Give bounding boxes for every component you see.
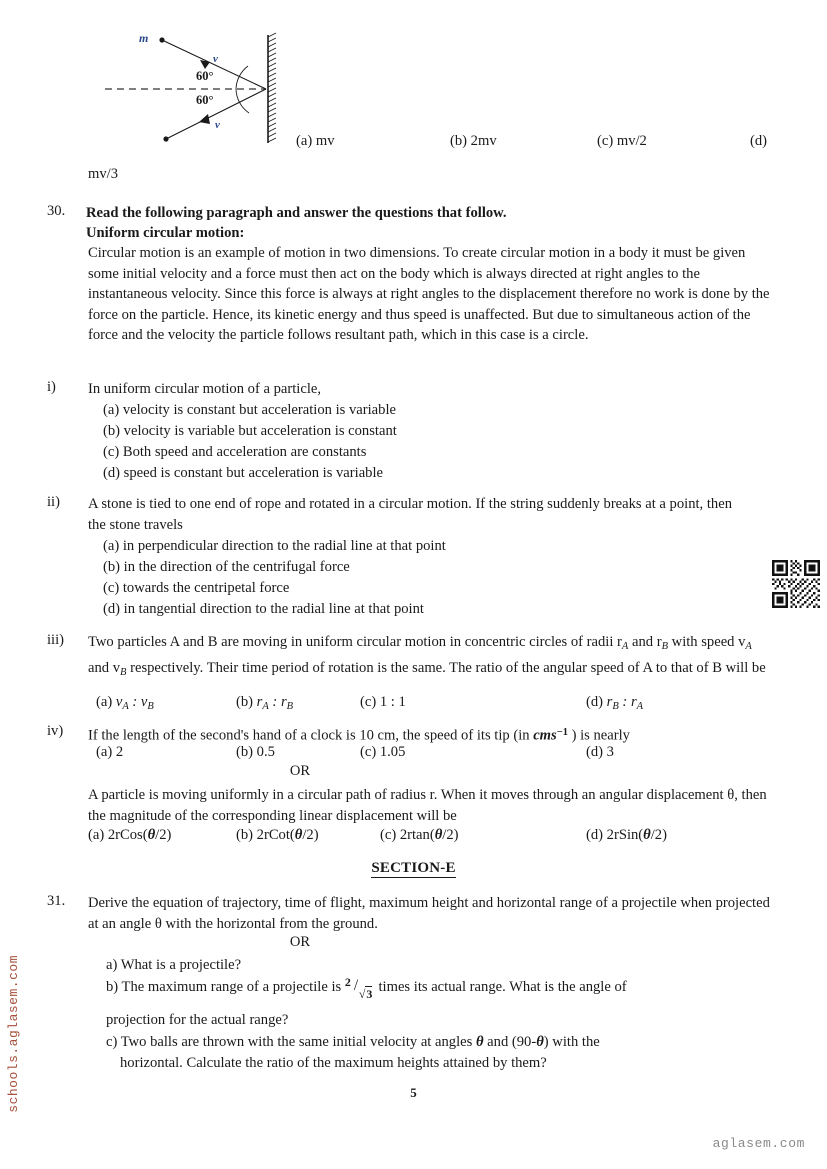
collision-diagram [100,25,300,150]
diagram-angle-top: 60° [196,69,214,83]
q30-part-iv-unit-sup: −1 [556,727,568,738]
opt-b-expr: r [256,694,263,710]
q30-alt-option-d [586,827,667,844]
section-e-heading [0,860,827,877]
q30-part-iii-stem-1: Two particles A and B are moving in uniform circular motion in concentric circles of radii r [88,634,622,650]
opt-b-sub2: B [286,700,294,712]
qr-code [772,560,820,608]
q30-part-iv-option-c: (c) 1.05 [360,744,406,760]
q31-part-b-pre: b) The maximum range of a projectile is [106,979,345,995]
q29-option-d: (d) [750,133,768,149]
q30-paragraph: Circular motion is an example of motion in two dimensions. To create circular motion in a body it must be given some initial velocity and a force must then act on the body which is always directed at right angles to the instantaneous velocity. Since this force is always at right angles to the displacement therefore no work is done by the force on the particle. Hence, its kinetic energy and thus speed is unaffected. But due to simultaneous action of the force and the velocity the particle follows resultant path, which in this case is a circle. [88,245,770,344]
alt-a-theta: θ [147,827,156,843]
q30-part-iii-sub-rb: B [661,640,668,652]
q30-part-iii-stem-5: respectively. Their time period of rotation is the same. The ratio of the angular speed of A to that of B will be [126,659,766,676]
q29-option-d-wrap: mv/3 [88,166,118,182]
q30-part-iv-stem-post: ) is nearly [567,727,630,744]
q30-part-ii-option-b: (b) in the direction of the centrifugal force [103,559,350,575]
qr-code-svg [772,560,820,608]
q30-part-iii-stem-4: and v [88,659,121,676]
q30-part-iv-marker: iv) [47,723,64,739]
q30-alt-option-b [236,827,319,844]
q31-or-label: OR [289,934,311,950]
q30-part-ii-option-a: (a) in perpendicular direction to the radial line at that point [103,538,446,554]
alt-b-theta: θ [294,827,303,843]
alt-c-theta: θ [434,827,443,843]
fraction-denominator-value: 3 [366,986,373,1001]
diagram-label-velocity-in: v [213,53,218,65]
collision-diagram-svg [100,25,300,150]
page-number: 5 [410,1085,417,1100]
q30-part-ii-marker: ii) [47,494,60,510]
q31-part-c-theta1: θ [475,1034,484,1050]
q30-part-ii-option-c: (c) towards the centripetal force [103,580,290,596]
q30-part-iv-stem [88,723,788,746]
diagram-angle-bottom: 60° [196,93,214,107]
q29-option-b: (b) 2mv [450,133,497,149]
diagram-label-velocity-out: v [215,119,220,131]
q31-part-b-mid: times its actual range. What is the angle of [374,979,627,995]
q30-part-iii-stem [88,632,774,683]
alt-b-post: /2) [302,827,319,843]
alt-d-theta: θ [643,827,651,843]
opt-d-expr: r [606,694,613,710]
q30-part-i-option-b: (b) velocity is variable but acceleration is constant [103,423,397,439]
q30-part-iv-stem-pre: If the length of the second's hand of a clock is 10 cm, the speed of its tip (in [88,727,534,744]
q29-options-row [0,133,827,154]
alt-a-post: /2) [155,827,172,843]
q30-part-iii-marker: iii) [47,632,65,648]
q30-part-i-option-c: (c) Both speed and acceleration are constants [103,444,367,460]
q30-part-iv-alt-stem: A particle is moving uniformly in a circular path of radius r. When it moves through an angular displacement θ, then the magnitude of the corresponding linear displacement will be [88,787,767,824]
alt-d-pre: (d) 2rSin( [586,827,644,843]
opt-b-label: (b) [236,694,257,710]
opt-a-label: (a) [96,694,116,710]
opt-a-mid: : v [128,694,148,710]
q29-option-c: (c) mv/2 [597,133,647,149]
opt-d-sub1: B [612,700,619,712]
q30-part-ii-option-d: (d) in tangential direction to the radial line at that point [103,601,424,617]
fraction-two-over-root-three [344,974,375,1001]
q30-or-label: OR [289,763,311,779]
q30-part-iv-alt-options-row [0,827,827,848]
opt-d-sub2: A [636,700,644,712]
fraction-slash: / [353,976,359,994]
q31-part-a: a) What is a projectile? [106,957,242,973]
opt-d-label: (d) [586,694,607,710]
opt-c-expr: 1 : 1 [379,694,406,710]
q30-alt-option-c [380,827,459,844]
fraction-numerator: 2 [344,974,351,989]
q31-part-c-mid: and (90- [483,1034,537,1050]
opt-a-sub2: B [147,700,154,712]
q30-part-i-option-a: (a) velocity is constant but acceleration is variable [103,402,396,418]
q30-part-iii-stem-2: and r [628,634,662,650]
q31-part-c-post: ) with the [543,1034,600,1050]
alt-a-pre: (a) 2rCos( [88,827,148,843]
q31-part-c-pre: c) Two balls are thrown with the same initial velocity at angles [106,1034,476,1050]
alt-c-post: /2) [442,827,459,843]
diagram-label-mass: m [139,31,149,45]
q30-heading: Read the following paragraph and answer the questions that follow. [86,205,507,221]
q29-option-a: (a) mv [296,133,335,149]
q30-part-iii-sub-va: A [745,640,752,652]
q30-part-iii-option-d [586,694,643,712]
q30-part-iii-options-row [0,694,827,715]
q31-stem: Derive the equation of trajectory, time of flight, maximum height and horizontal range of a projectile when projected at an angle θ with the horizontal from the ground. [88,895,770,932]
opt-b-sub1: A [262,700,269,712]
q30-part-i-option-d: (d) speed is constant but acceleration is variable [103,465,384,481]
q31-part-c-cont: horizontal. Calculate the ratio of the maximum heights attained by them? [120,1055,547,1071]
opt-d-mid: : r [618,694,637,710]
opt-b-mid: : r [268,694,287,710]
q30-alt-option-a [88,827,171,844]
q30-part-iii-sub-vb: B [120,666,127,678]
q30-part-iii-sub-ra: A [621,640,629,652]
opt-c-label: (c) [360,694,380,710]
q31-part-b [106,974,786,1001]
opt-a-sub1: A [122,700,129,712]
q30-part-iii-option-b [236,694,293,712]
q31-part-b-cont: projection for the actual range? [106,1012,289,1028]
watermark-side: schools.aglasem.com [6,955,21,1113]
q30-part-iv-option-d: (d) 3 [586,744,614,760]
q30-part-iii-stem-3: with speed v [668,634,746,650]
watermark-corner: aglasem.com [712,1136,805,1151]
q30-part-ii-stem: A stone is tied to one end of rope and rotated in a circular motion. If the string suddenly breaks at a point, then the stone travels [88,496,732,533]
alt-c-pre: (c) 2rtan( [380,827,435,843]
q31-part-c-theta2: θ [536,1034,544,1050]
q31-number: 31. [47,893,66,909]
q30-part-iii-option-c [360,694,406,711]
fraction-denominator: √3 [358,986,373,1001]
q30-part-i-marker: i) [47,379,56,395]
q30-part-i-stem: In uniform circular motion of a particle, [88,381,322,397]
opt-a-expr: v [115,694,123,710]
q30-part-iv-option-b: (b) 0.5 [236,744,275,760]
section-e-title: SECTION-E [371,860,456,876]
q30-part-iv-options-row [0,744,827,765]
q30-part-iii-option-a [96,694,154,712]
q30-number: 30. [47,203,66,219]
q30-subheading: Uniform circular motion: [86,225,245,241]
q31-part-c [106,1032,786,1053]
alt-b-pre: (b) 2rCot( [236,827,295,843]
q30-part-iv-option-a: (a) 2 [96,744,124,760]
q30-part-iv-unit: cms [533,727,557,744]
alt-d-post: /2) [650,827,667,843]
